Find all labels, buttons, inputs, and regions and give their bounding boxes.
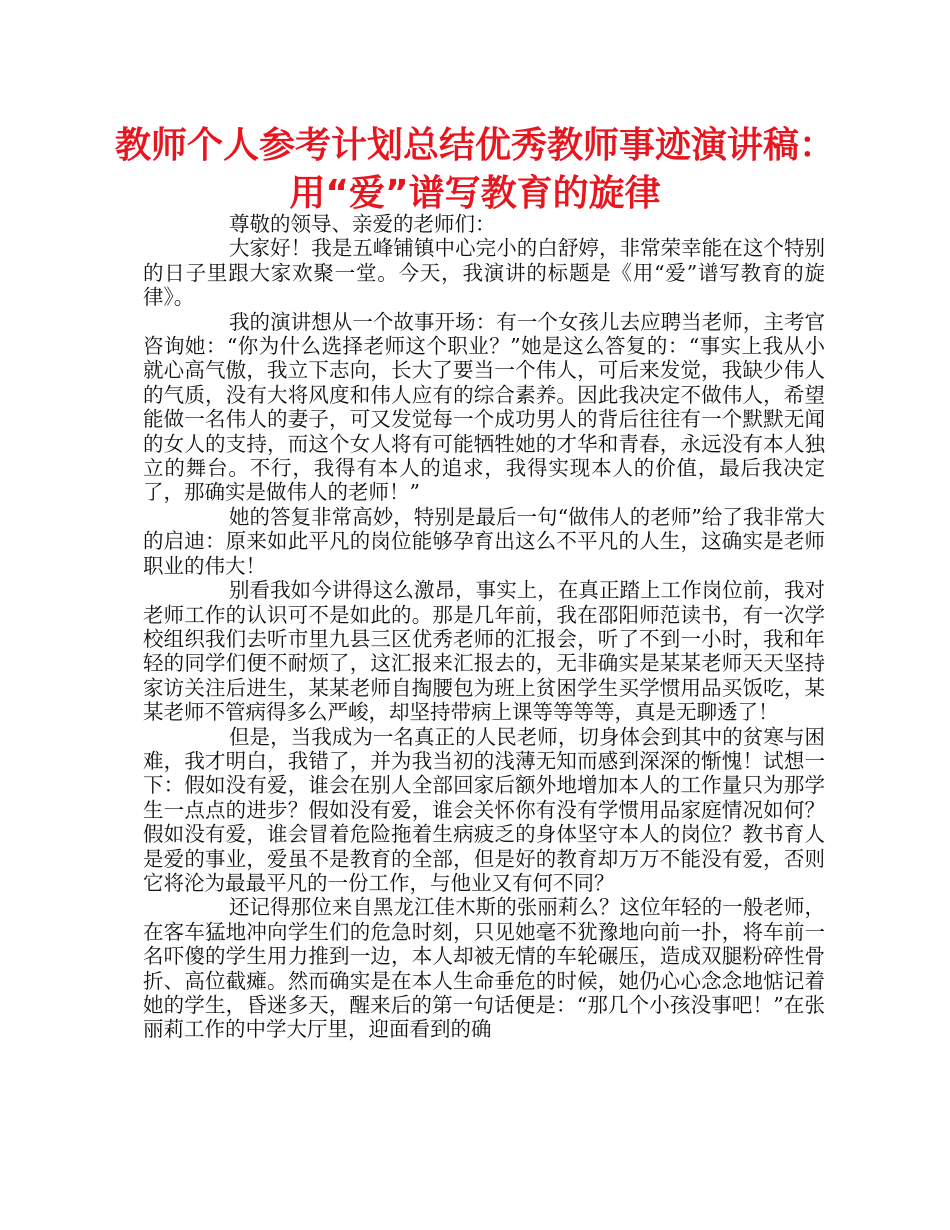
body-paragraph: 但是，当我成为一名真正的人民老师，切身体会到其中的贫寒与困难，我才明白，我错了，并为我当初的浅薄无知而感到深深的惭愧！试想一下：假如没有爱，谁会在别人全部回家后额外地增加本人的工作量只为那学生一点点的进步？假如没有爱，谁会关怀你有没有学惯用品家庭情况如何？假如没有爱，谁会冒着危险拖着生病疲乏的身体坚守本人的岗位？教书育人是爱的事业，爱虽不是教育的全部，但是好的教育却万万不能没有爱，否则它将沦为最最平凡的一份工作，与他业又有何不同？: [143, 724, 825, 895]
body-paragraph: 大家好！我是五峰铺镇中心完小的白舒婷，非常荣幸能在这个特别的日子里跟大家欢聚一堂。今天，我演讲的标题是《用“爱”谱写教育的旋律》。: [143, 236, 825, 310]
body-paragraph: 我的演讲想从一个故事开场：有一个女孩儿去应聘当老师，主考官咨询她：“你为什么选择老师这个职业？”她是这么答复的：“事实上我从小就心高气傲，我立下志向，长大了要当一个伟人，可后来发觉，我缺少伟人的气质，没有大将风度和伟人应有的综合素养。因此我决定不做伟人，希望能做一名伟人的妻子，可又发觉每一个成功男人的背后往往有一个默默无闻的女人的支持，而这个女人将有可能牺牲她的才华和青春，永远没有本人独立的舞台。不行，我得有本人的追求，我得实现本人的价值，最后我决定了，那确实是做伟人的老师！”: [143, 309, 825, 505]
document-body: [143, 212, 825, 1042]
body-paragraph: 还记得那位来自黑龙江佳木斯的张丽莉么？这位年轻的一般老师，在客车猛地冲向学生们的危急时刻，只见她毫不犹豫地向前一扑，将车前一名吓傻的学生用力推到一边，本人却被无情的车轮碾压，造成双腿粉碎性骨折、高位截瘫。然而确实是在本人生命垂危的时候，她仍心心念念地惦记着她的学生，昏迷多天，醒来后的第一句话便是：“那几个小孩没事吧！”在张丽莉工作的中学大厅里，迎面看到的确: [143, 895, 825, 1042]
document-title: 教师个人参考计划总结优秀教师事迹演讲稿：用“爱”谱写教育的旋律: [114, 125, 835, 214]
body-paragraph: 她的答复非常高妙，特别是最后一句“做伟人的老师”给了我非常大的启迪：原来如此平凡的岗位能够孕育出这么不平凡的人生，这确实是老师职业的伟大！: [143, 504, 825, 578]
salutation-paragraph: 尊敬的领导、亲爱的老师们：: [229, 212, 496, 236]
body-paragraph: 别看我如今讲得这么激昂，事实上，在真正踏上工作岗位前，我对老师工作的认识可不是如此的。那是几年前，我在邵阳师范读书，有一次学校组织我们去听市里九县三区优秀老师的汇报会，听了不到一小时，我和年轻的同学们便不耐烦了，这汇报来汇报去的，无非确实是某某老师天天坚持家访关注后进生，某某老师自掏腰包为班上贫困学生买学惯用品买饭吃，某某老师不管病得多么严峻，却坚持带病上课等等等等，真是无聊透了！: [143, 578, 825, 725]
